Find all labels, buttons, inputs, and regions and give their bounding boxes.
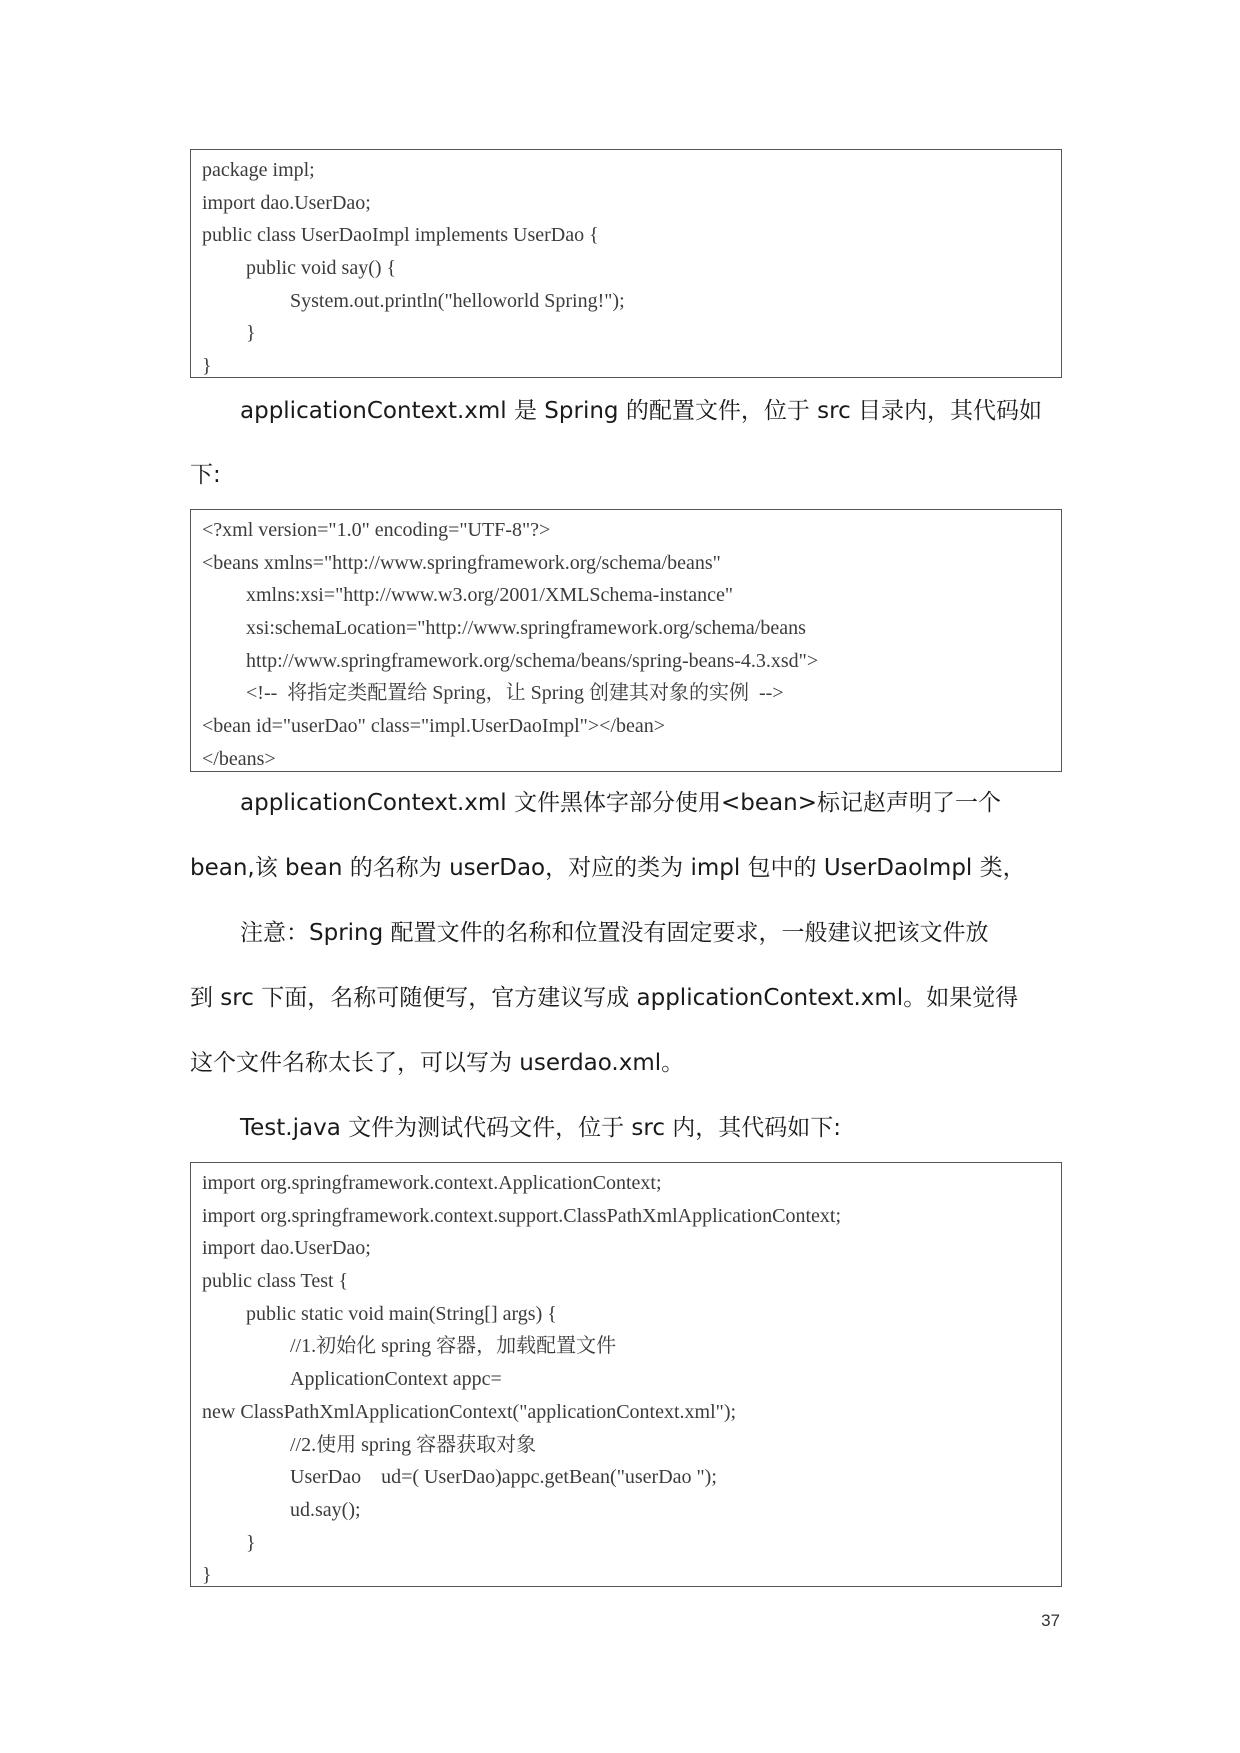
code-line: public class Test { — [202, 1270, 349, 1293]
code-line: public void say() { — [246, 257, 397, 280]
code-line: } — [246, 1531, 256, 1554]
paragraph-text: 注意：Spring 配置文件的名称和位置没有固定要求，一般建议把该文件放 — [240, 920, 989, 946]
code-line: import dao.UserDao; — [202, 1237, 371, 1260]
code-line: } — [202, 355, 212, 378]
page-number: 37 — [1041, 1611, 1060, 1630]
code-line: new ClassPathXmlApplicationContext("applicationContext.xml"); — [202, 1400, 737, 1423]
code-line: <!-- 将指定类配置给 Spring，让 Spring 创建其对象的实例 --> — [246, 682, 784, 705]
code-line: public static void main(String[] args) { — [246, 1302, 557, 1325]
code-line: UserDao ud=( UserDao)appc.getBean("userDao "); — [290, 1466, 717, 1489]
code-block-test-java — [190, 1162, 1062, 1587]
code-line: ApplicationContext appc= — [290, 1368, 502, 1391]
code-line: package impl; — [202, 159, 315, 181]
paragraph-text: 下: — [190, 462, 221, 488]
code-line: <beans xmlns="http://www.springframework.org/schema/beans" — [202, 551, 721, 574]
code-line: <?xml version="1.0" encoding="UTF-8"?> — [202, 519, 551, 541]
code-line: http://www.springframework.org/schema/beans/spring-beans-4.3.xsd"> — [246, 649, 819, 672]
code-line: import org.springframework.context.support.ClassPathXmlApplicationContext; — [202, 1204, 841, 1227]
code-line: } — [246, 322, 256, 345]
code-line: //2.使用 spring 容器获取对象 — [290, 1433, 537, 1456]
code-line: </beans> — [202, 747, 276, 770]
code-line: public class UserDaoImpl implements UserDao { — [202, 224, 599, 247]
code-line: <bean id="userDao" class="impl.UserDaoImpl"></bean> — [202, 715, 665, 738]
code-line: System.out.println("helloworld Spring!"); — [290, 289, 625, 312]
paragraph-text: 到 src 下面，名称可随便写，官方建议写成 applicationContext.xml。如果觉得 — [190, 985, 1019, 1011]
code-line: import org.springframework.context.ApplicationContext; — [202, 1172, 662, 1194]
code-line: xsi:schemaLocation="http://www.springframework.org/schema/beans — [246, 617, 806, 640]
paragraph-text: bean,该 bean 的名称为 userDao，对应的类为 impl 包中的 UserDaoImpl 类， — [190, 855, 1026, 881]
code-line: } — [202, 1564, 212, 1587]
code-line: xmlns:xsi="http://www.w3.org/2001/XMLSchema-instance" — [246, 584, 734, 607]
code-block-applicationcontext-xml — [190, 509, 1062, 772]
paragraph-text: applicationContext.xml 是 Spring 的配置文件，位于 src 目录内，其代码如 — [240, 398, 1043, 424]
code-line: import dao.UserDao; — [202, 191, 371, 214]
paragraph-text: applicationContext.xml 文件黑体字部分使用<bean>标记赵声明了一个 — [240, 790, 1001, 816]
code-line: //1.初始化 spring 容器，加载配置文件 — [290, 1335, 617, 1358]
code-line: ud.say(); — [290, 1498, 361, 1521]
paragraph-text: Test.java 文件为测试代码文件，位于 src 内，其代码如下: — [240, 1115, 842, 1141]
code-block-userdaoimpl — [190, 149, 1062, 378]
paragraph-text: 这个文件名称太长了，可以写为 userdao.xml。 — [190, 1050, 685, 1076]
